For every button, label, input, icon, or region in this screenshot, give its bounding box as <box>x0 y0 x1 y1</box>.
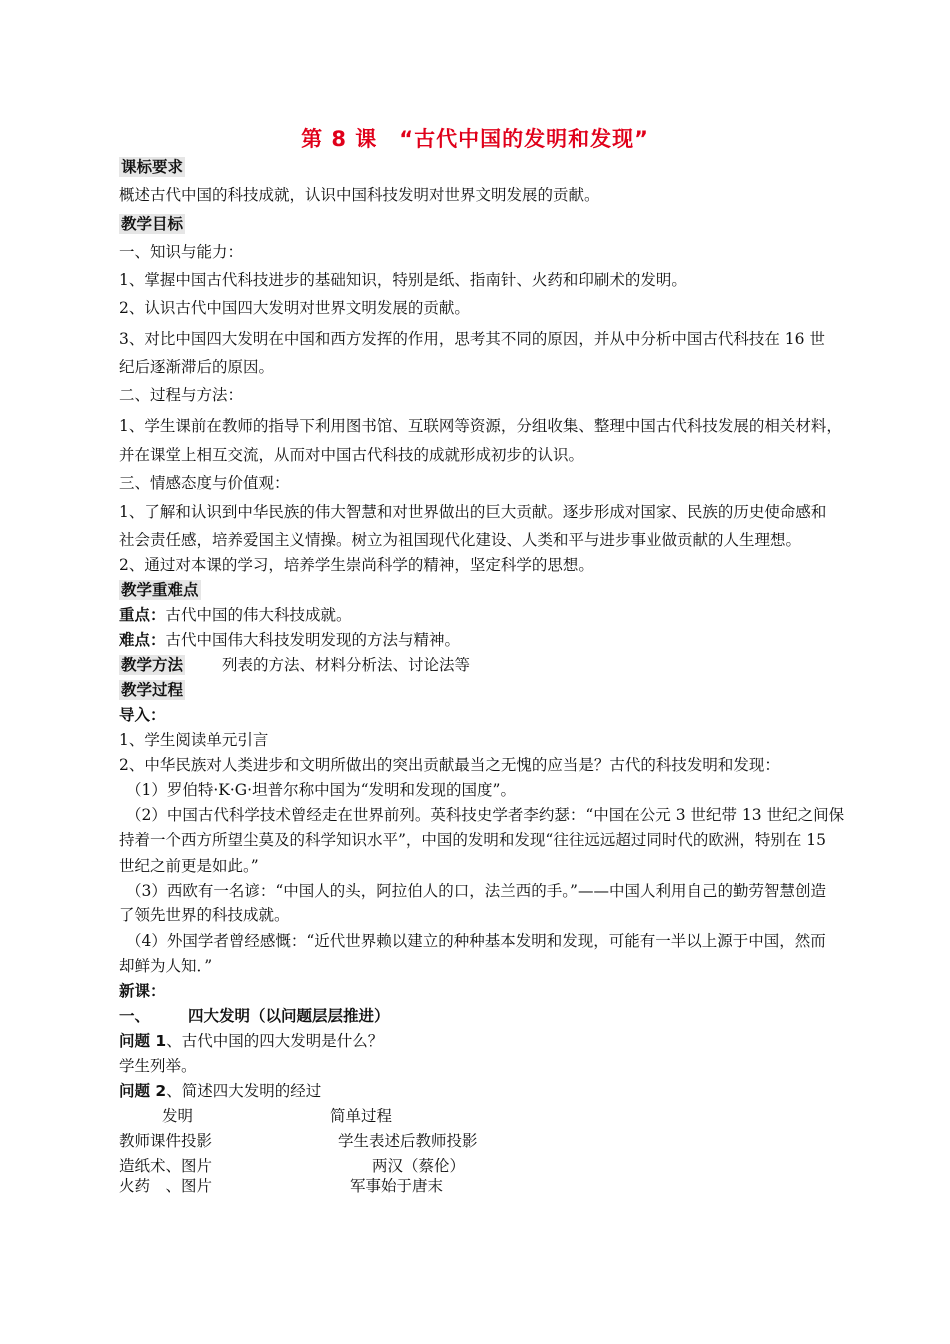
goal1-item2: 2、认识古代中国四大发明对世界文明发展的贡献。 <box>119 299 470 317</box>
goal3-item2: 2、通过对本课的学习，培养学生崇尚科学的精神，坚定科学的思想。 <box>119 556 594 574</box>
part1-title: 四大发明（以问题层层推进） <box>188 1007 390 1025</box>
goal3-item1-line2: 社会责任感，培养爱国主义情操。树立为祖国现代化建设、人类和平与进步事业做贡献的人生理想。 <box>119 531 802 549</box>
table-header-invention: 发明 <box>162 1107 194 1125</box>
heading-curriculum: 课标要求 <box>121 158 184 176</box>
problem1-text: 、古代中国的四大发明是什么？ <box>166 1032 384 1050</box>
key-point-line <box>119 605 352 625</box>
difficulty-line <box>119 630 460 650</box>
heading-goals: 教学目标 <box>121 215 184 233</box>
quote1: （1）罗伯特·K·G·坦普尔称中国为“发明和发现的国度”。 <box>126 781 516 799</box>
intro-item1: 1、学生阅读单元引言 <box>119 731 269 749</box>
quote4-line2: 却鲜为人知．” <box>119 957 213 975</box>
goal1-item3-line1: 3、对比中国四大发明在中国和西方发挥的作用，思考其不同的原因，并从中分析中国古代科技在 16 世 <box>119 330 825 348</box>
quote2-line1: （2）中国古代科学技术曾经走在世界前列。英科技史学者李约瑟：“中国在公元 3 世纪带 13 世纪之间保 <box>126 806 845 824</box>
table-header-process: 简单过程 <box>330 1107 393 1125</box>
heading-method: 教学方法 <box>121 656 184 674</box>
goal2-item1-line2: 并在课堂上相互交流，从而对中国古代科技的成就形成初步的认识。 <box>119 446 585 464</box>
difficulty-label: 难点： <box>119 631 166 649</box>
goal3-heading: 三、情感态度与价值观： <box>119 474 290 492</box>
problem1-label: 问题 1 <box>119 1032 167 1050</box>
goal2-item1-line1: 1、学生课前在教师的指导下利用图书馆、互联网等资源，分组收集、整理中国古代科技发展的相关材料， <box>119 417 842 435</box>
key-point-label: 重点： <box>119 606 166 624</box>
goal1-heading: 一、知识与能力： <box>119 243 244 261</box>
table-cell-r3c2: 军事始于唐末 <box>350 1177 444 1195</box>
table-cell-r1c2: 学生表述后教师投影 <box>338 1132 478 1150</box>
table-cell-r3c1: 火药 、图片 <box>119 1177 213 1195</box>
problem1-line <box>119 1031 383 1051</box>
intro-label: 导入： <box>119 706 166 724</box>
problem1-answer: 学生列举。 <box>119 1057 197 1075</box>
table-cell-r2c2: 两汉（蔡伦） <box>372 1157 466 1175</box>
method-text: 列表的方法、材料分析法、讨论法等 <box>222 656 471 674</box>
difficulty-text: 古代中国伟大科技发明发现的方法与精神。 <box>165 631 461 649</box>
quote2-line3: 世纪之前更是如此。” <box>119 857 259 875</box>
quote3-line1: （3）西欧有一名谚：“中国人的头，阿拉伯人的口，法兰西的手。”——中国人利用自己的勤劳智慧创造 <box>126 882 826 900</box>
new-lesson-label: 新课： <box>119 982 166 1000</box>
heading-key-points: 教学重难点 <box>121 581 199 599</box>
key-point-text: 古代中国的伟大科技成就。 <box>165 606 352 624</box>
problem2-label: 问题 2 <box>119 1082 167 1100</box>
quote4-line1: （4）外国学者曾经感慨：“近代世界赖以建立的种种基本发明和发现，可能有一半以上源于中国，然而 <box>126 932 826 950</box>
heading-process: 教学过程 <box>121 681 184 699</box>
part1-number: 一、 <box>119 1007 151 1025</box>
goal1-item1: 1、掌握中国古代科技进步的基础知识，特别是纸、指南针、火药和印刷术的发明。 <box>119 271 687 289</box>
quote2-line2: 持着一个西方所望尘莫及的科学知识水平”，中国的发明和发现“往往远远超过同时代的欧洲，特别在 15 <box>119 831 827 849</box>
problem2-text: 、简述四大发明的经过 <box>166 1082 322 1100</box>
goal3-item1-line1: 1、了解和认识到中华民族的伟大智慧和对世界做出的巨大贡献。逐步形成对国家、民族的历史使命感和 <box>119 503 827 521</box>
goal1-item3-line2: 纪后逐渐滞后的原因。 <box>119 358 275 376</box>
problem2-line <box>119 1081 321 1101</box>
table-cell-r1c1: 教师课件投影 <box>119 1132 213 1150</box>
curriculum-text: 概述古代中国的科技成就，认识中国科技发明对世界文明发展的贡献。 <box>119 186 600 204</box>
table-cell-r2c1: 造纸术、图片 <box>119 1157 213 1175</box>
lesson-title: 第 8 课 “古代中国的发明和发现” <box>301 127 649 151</box>
intro-item2: 2、中华民族对人类进步和文明所做出的突出贡献最当之无愧的应当是？古代的科技发明和发现： <box>119 756 780 774</box>
goal2-heading: 二、过程与方法： <box>119 386 244 404</box>
quote3-line2: 了领先世界的科技成就。 <box>119 906 290 924</box>
